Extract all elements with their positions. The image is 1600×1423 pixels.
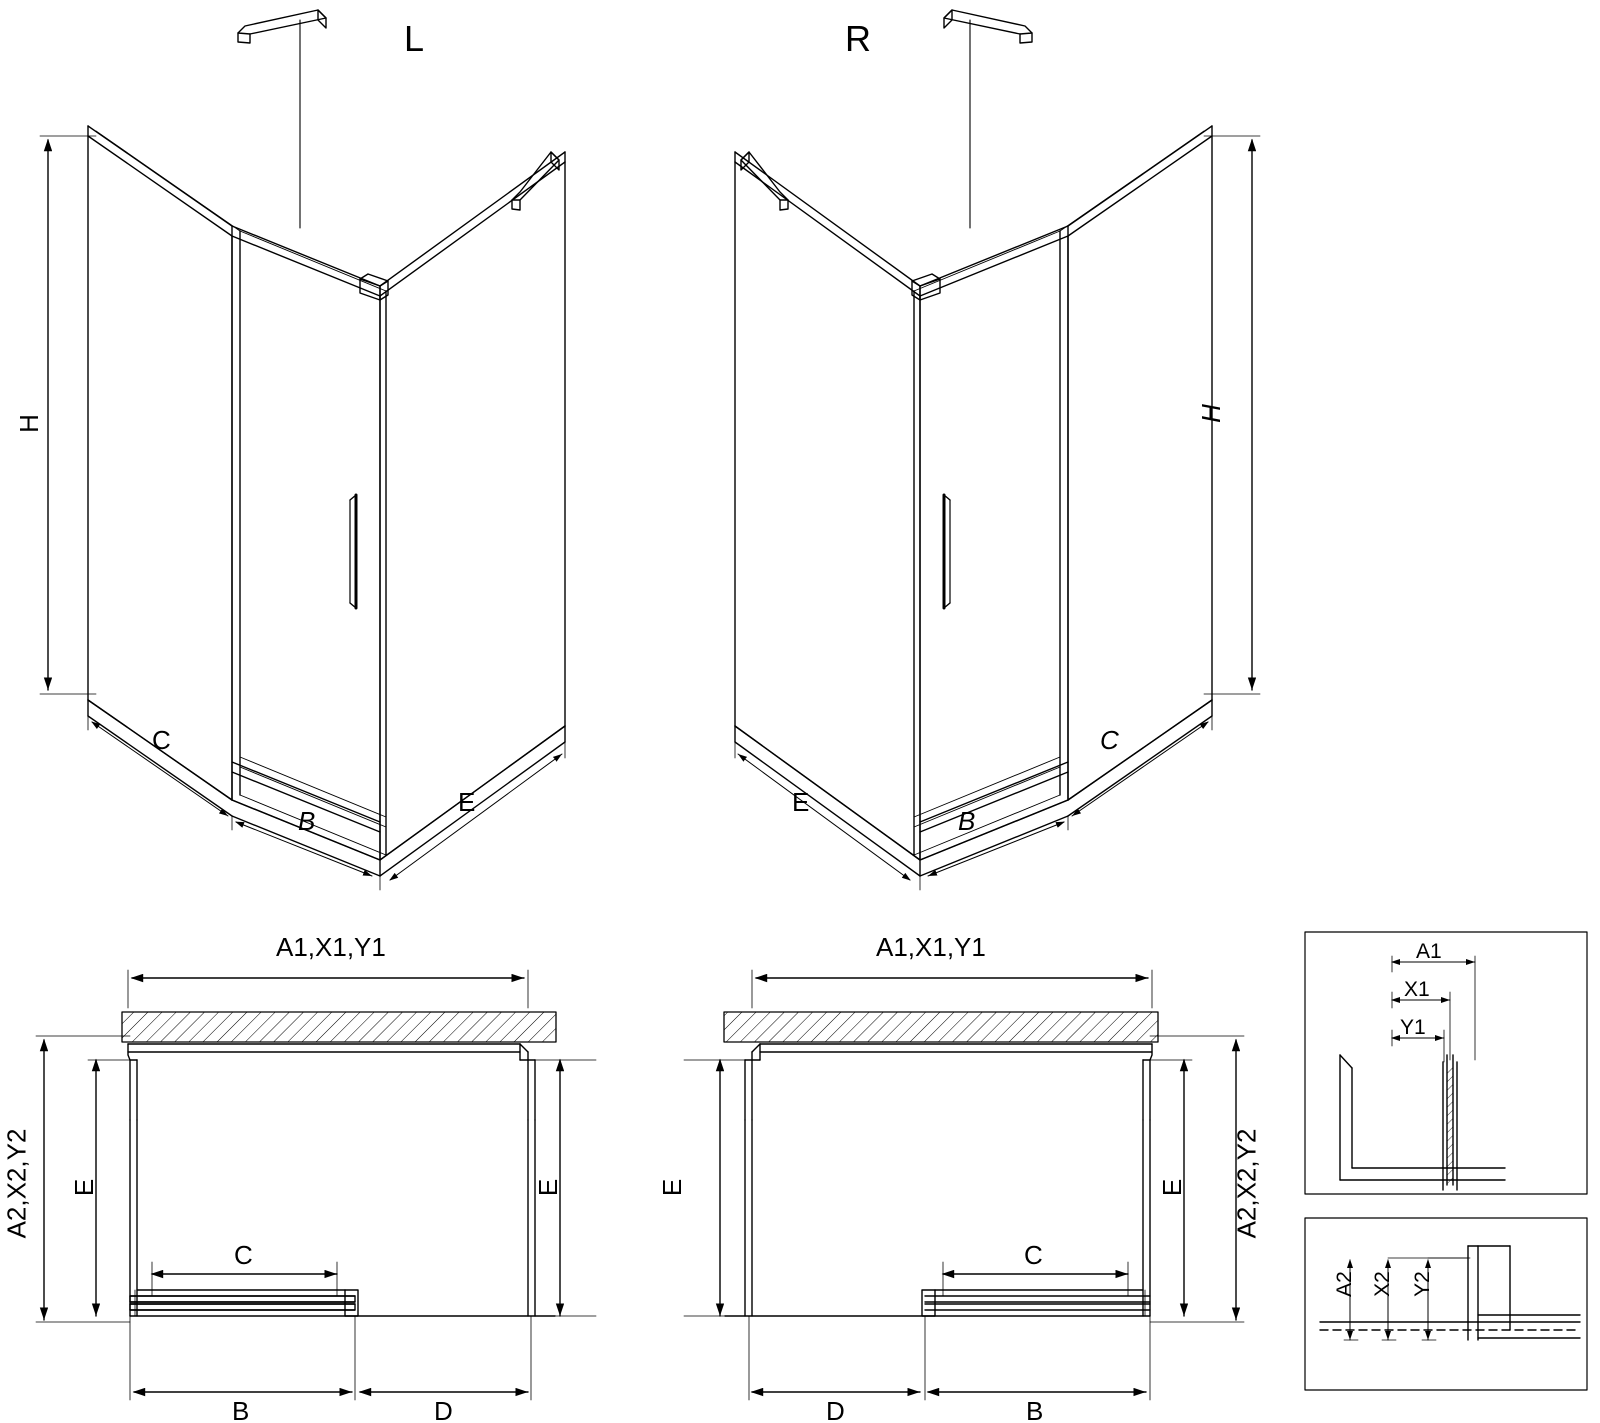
plan-right-bottom-dim-d: D xyxy=(826,1396,845,1423)
detail-bottom-dim-y2: Y2 xyxy=(1410,1271,1434,1297)
iso-left-side-label: E xyxy=(458,787,476,817)
detail-bottom-dim-a2: A2 xyxy=(1332,1271,1356,1297)
iso-right-side-label: E xyxy=(792,787,810,817)
detail-top-dim-y1: Y1 xyxy=(1400,1016,1426,1039)
iso-left-height-label: H xyxy=(13,414,44,433)
plan-right-top-dim: A1,X1,Y1 xyxy=(876,932,986,962)
iso-left-door-label: B xyxy=(298,806,316,836)
plan-left-side-dim-left: E xyxy=(69,1178,100,1197)
plan-right-inner-dim: C xyxy=(1024,1240,1043,1270)
plan-left-overall-dim: A2,X2,Y2 xyxy=(1,1128,32,1239)
detail-top-dim-x1: X1 xyxy=(1404,978,1430,1001)
plan-right-bottom-dim-b: B xyxy=(1026,1396,1044,1423)
plan-left-bottom-dim-d: D xyxy=(434,1396,453,1423)
iso-right-title: R xyxy=(845,18,871,59)
plan-right-overall-dim: A2,X2,Y2 xyxy=(1231,1128,1262,1239)
plan-left-bottom-dim-b: B xyxy=(232,1396,250,1423)
plan-left-side-dim-right: E xyxy=(533,1178,564,1197)
plan-left-inner-dim: C xyxy=(234,1240,253,1270)
detail-bottom-dim-x2: X2 xyxy=(1370,1271,1394,1297)
iso-left-depth-label: C xyxy=(152,725,171,755)
iso-right-door-label: B xyxy=(958,806,976,836)
plan-right-side-dim-right: E xyxy=(1157,1178,1188,1197)
plan-right-side-dim-left: E xyxy=(657,1178,688,1197)
iso-right-depth-label: C xyxy=(1100,725,1119,755)
iso-right-height-label: H xyxy=(1195,404,1226,423)
plan-left-top-dim: A1,X1,Y1 xyxy=(276,932,386,962)
iso-left-title: L xyxy=(404,18,425,59)
detail-top-dim-a1: A1 xyxy=(1416,940,1442,963)
